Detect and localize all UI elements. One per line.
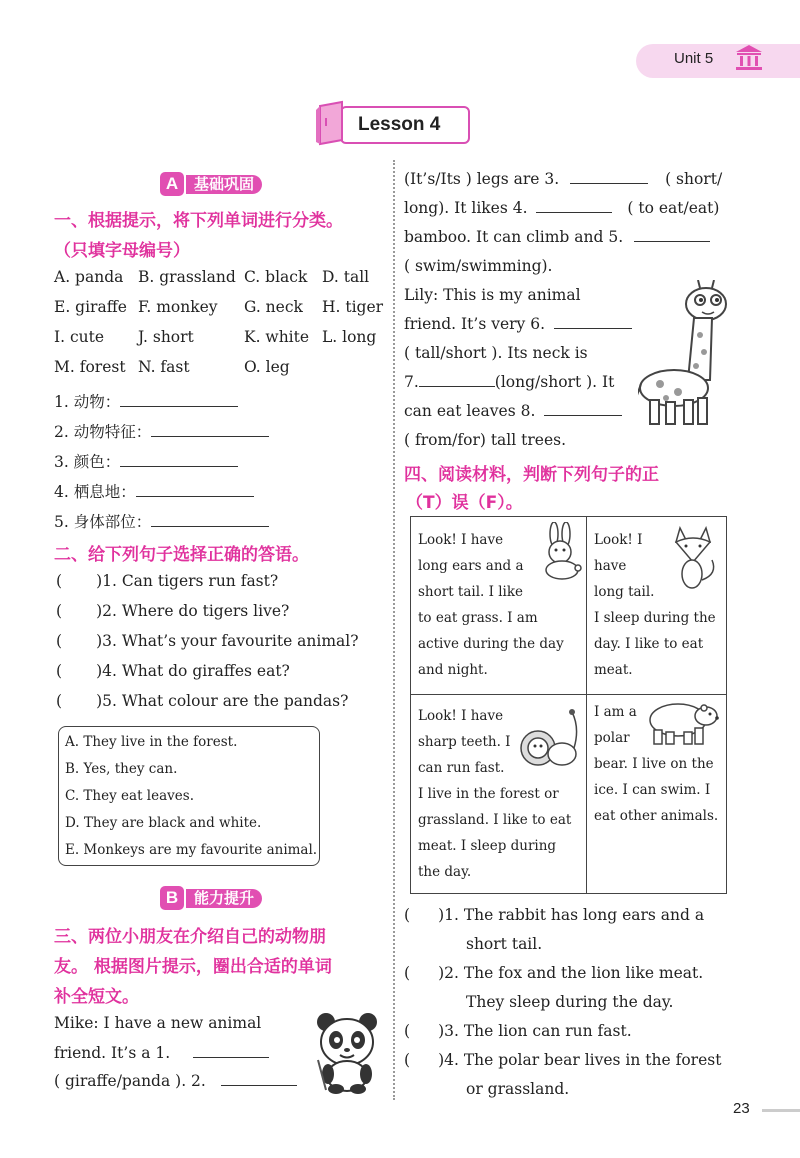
q4-statement-4: [404, 1051, 721, 1069]
blank-7[interactable]: [419, 373, 495, 387]
q4-title-line1: 四、阅读材料，判断下列句子的正: [404, 465, 659, 485]
q2-paren-4[interactable]: (: [56, 662, 63, 680]
q2-title: 二、给下列句子选择正确的答语。: [54, 545, 309, 565]
q4-paren-2[interactable]: (: [404, 964, 411, 982]
category-2: [54, 420, 269, 442]
q4-paren-3[interactable]: (: [404, 1022, 411, 1040]
blank-2[interactable]: [221, 1072, 297, 1086]
rabbit-picture: [536, 522, 582, 580]
section-a-letter: A: [160, 172, 184, 196]
bear-line-5: eat other animals.: [594, 808, 719, 824]
q2-item-4: [56, 662, 290, 680]
lion-line-1: Look! I have: [418, 708, 504, 724]
q2-item-5: [56, 692, 348, 710]
rabbit-line-1: Look! I have: [418, 532, 504, 548]
lion-picture: [516, 708, 580, 774]
answer-option-b: B. Yes, they can.: [65, 761, 178, 777]
bear-line-4: ice. I can swim. I: [594, 782, 711, 798]
book-icon: [312, 100, 348, 146]
answer-option-c: C. They eat leaves.: [65, 788, 194, 804]
lily-line-5-text: can eat leaves 8.: [404, 402, 536, 420]
q4-paren-1[interactable]: (: [404, 906, 411, 924]
q4-statement-1: [404, 906, 704, 924]
lion-line-6: meat. I sleep during: [418, 838, 557, 854]
bear-line-1: I am a: [594, 704, 637, 720]
q4-statement-3: [404, 1022, 632, 1040]
fox-line-4: I sleep during the: [594, 610, 716, 626]
section-a-title: 基础巩固: [186, 175, 262, 194]
q2-paren-2[interactable]: (: [56, 602, 63, 620]
q2-paren-1[interactable]: (: [56, 572, 63, 590]
blank-4[interactable]: [536, 199, 612, 213]
fox-line-2: have: [594, 558, 627, 574]
lily-line-2-text: friend. It’s very 6.: [404, 315, 546, 333]
word-l: L. long: [322, 328, 377, 346]
fox-line-1: Look! I: [594, 532, 643, 548]
rabbit-line-6: and night.: [418, 662, 488, 678]
lesson-title: Lesson 4: [358, 114, 441, 135]
q4-statement-2-text: )2. The fox and the lion like meat.: [438, 964, 704, 982]
mike-line-3: [54, 1072, 297, 1090]
right-line-3-text: bamboo. It can climb and 5.: [404, 228, 624, 246]
rabbit-line-4: to eat grass. I am: [418, 610, 538, 626]
lion-line-2: sharp teeth. I: [418, 734, 511, 750]
unit-label: Unit 5: [674, 50, 714, 67]
q4-statement-1-cont: short tail.: [466, 935, 543, 953]
word-h: H. tiger: [322, 298, 384, 316]
q2-item-5-text: )5. What colour are the pandas?: [96, 692, 349, 710]
lion-line-5: grassland. I like to eat: [418, 812, 572, 828]
q3-title-line3: 补全短文。: [54, 987, 139, 1007]
q2-item-1: [56, 572, 278, 590]
bear-line-2: polar: [594, 730, 630, 746]
page-number: 23: [733, 1100, 750, 1117]
right-line-1-choice: ( short/: [665, 170, 723, 188]
category-3: [54, 450, 238, 472]
category-4-blank[interactable]: [136, 483, 254, 497]
right-line-1-text: (It’s/Its ) legs are 3.: [404, 170, 560, 188]
q4-statement-1-text: )1. The rabbit has long ears and a: [438, 906, 705, 924]
word-k: K. white: [244, 328, 310, 346]
category-2-label: 2. 动物特征：: [54, 423, 152, 441]
blank-8[interactable]: [544, 402, 622, 416]
word-n: N. fast: [138, 358, 190, 376]
word-a: A. panda: [54, 268, 124, 286]
blank-6[interactable]: [554, 315, 632, 329]
q4-paren-4[interactable]: (: [404, 1051, 411, 1069]
word-d: D. tall: [322, 268, 370, 286]
fox-line-6: meat.: [594, 662, 633, 678]
q2-item-4-text: )4. What do giraffes eat?: [96, 662, 290, 680]
category-5-label: 5. 身体部位：: [54, 513, 152, 531]
category-5: [54, 510, 269, 532]
right-line-1: [404, 170, 722, 188]
category-3-blank[interactable]: [120, 453, 238, 467]
word-i: I. cute: [54, 328, 105, 346]
mike-line-1: Mike: I have a new animal: [54, 1014, 262, 1032]
answer-option-a: A. They live in the forest.: [65, 734, 238, 750]
category-1: [54, 390, 238, 412]
mike-line-3-text: ( giraffe/panda ). 2.: [54, 1072, 206, 1090]
word-o: O. leg: [244, 358, 290, 376]
q2-item-2: [56, 602, 289, 620]
category-1-blank[interactable]: [120, 393, 238, 407]
mike-line-2-text: friend. It’s a 1.: [54, 1044, 171, 1062]
word-m: M. forest: [54, 358, 126, 376]
rabbit-line-5: active during the day: [418, 636, 564, 652]
q3-title-line1: 三、两位小朋友在介绍自己的动物朋: [54, 927, 326, 947]
rabbit-line-2: long ears and a: [418, 558, 524, 574]
word-g: G. neck: [244, 298, 303, 316]
lion-line-7: the day.: [418, 864, 472, 880]
word-c: C. black: [244, 268, 308, 286]
page-number-rule: [762, 1109, 800, 1112]
word-b: B. grassland: [138, 268, 236, 286]
right-line-4: ( swim/swimming).: [404, 257, 553, 275]
word-f: F. monkey: [138, 298, 218, 316]
q4-statement-2: [404, 964, 703, 982]
giraffe-picture: [638, 280, 734, 430]
mike-line-2: [54, 1044, 269, 1062]
blank-3[interactable]: [570, 170, 648, 184]
q4-statement-3-text: )3. The lion can run fast.: [438, 1022, 632, 1040]
lily-line-4: [404, 373, 614, 391]
blank-1[interactable]: [193, 1044, 269, 1058]
category-5-blank[interactable]: [151, 513, 269, 527]
lion-line-3: can run fast.: [418, 760, 505, 776]
lily-line-1: Lily: This is my animal: [404, 286, 581, 304]
right-line-2-choice: ( to eat/eat): [627, 199, 720, 217]
category-4: [54, 480, 254, 502]
temple-icon: [734, 43, 764, 71]
lily-line-4-choice: (long/short ). It: [494, 373, 615, 391]
reading-table-hline: [410, 694, 727, 695]
lily-line-2: [404, 315, 632, 333]
word-j: J. short: [138, 328, 194, 346]
section-b-title: 能力提升: [186, 889, 262, 908]
q2-item-1-text: )1. Can tigers run fast?: [96, 572, 279, 590]
lily-line-4-num: 7.: [404, 373, 419, 391]
q2-item-3: [56, 632, 359, 650]
q4-statement-4-cont: or grassland.: [466, 1080, 570, 1098]
rabbit-line-3: short tail. I like: [418, 584, 524, 600]
q3-title-line2: 友。 根据图片提示，圈出合适的单词: [54, 957, 332, 977]
column-divider: [393, 160, 395, 1100]
q1-title-line2: （只填字母编号）: [54, 241, 190, 261]
q4-statement-4-text: )4. The polar bear lives in the forest: [438, 1051, 722, 1069]
q1-title-line1: 一、根据提示，将下列单词进行分类。: [54, 211, 343, 231]
q2-paren-3[interactable]: (: [56, 632, 63, 650]
fox-line-5: day. I like to eat: [594, 636, 704, 652]
q4-statement-2-cont: They sleep during the day.: [466, 993, 674, 1011]
q2-paren-5[interactable]: (: [56, 692, 63, 710]
bear-line-3: bear. I live on the: [594, 756, 714, 772]
q2-item-3-text: )3. What’s your favourite animal?: [96, 632, 359, 650]
category-2-blank[interactable]: [151, 423, 269, 437]
right-line-3: [404, 228, 710, 246]
category-3-label: 3. 颜色：: [54, 453, 121, 471]
lily-line-5: [404, 402, 622, 420]
category-4-label: 4. 栖息地：: [54, 483, 136, 501]
lion-line-4: I live in the forest or: [418, 786, 559, 802]
q4-title-line2: （T）误（F）。: [406, 493, 523, 513]
fox-line-3: long tail.: [594, 584, 655, 600]
fox-picture: [666, 526, 720, 592]
category-1-label: 1. 动物：: [54, 393, 121, 411]
section-b-letter: B: [160, 886, 184, 910]
polar-bear-picture: [640, 698, 720, 748]
right-line-2: [404, 199, 719, 217]
answer-option-e: E. Monkeys are my favourite animal.: [65, 842, 318, 858]
panda-picture: [312, 1010, 382, 1094]
reading-table-vline: [586, 516, 587, 894]
unit-tab: [636, 44, 800, 78]
answer-option-d: D. They are black and white.: [65, 815, 262, 831]
lily-line-3: ( tall/short ). Its neck is: [404, 344, 588, 362]
q2-item-2-text: )2. Where do tigers live?: [96, 602, 290, 620]
blank-5[interactable]: [634, 228, 710, 242]
lily-line-6: ( from/for) tall trees.: [404, 431, 567, 449]
right-line-2-text: long). It likes 4.: [404, 199, 528, 217]
word-e: E. giraffe: [54, 298, 127, 316]
